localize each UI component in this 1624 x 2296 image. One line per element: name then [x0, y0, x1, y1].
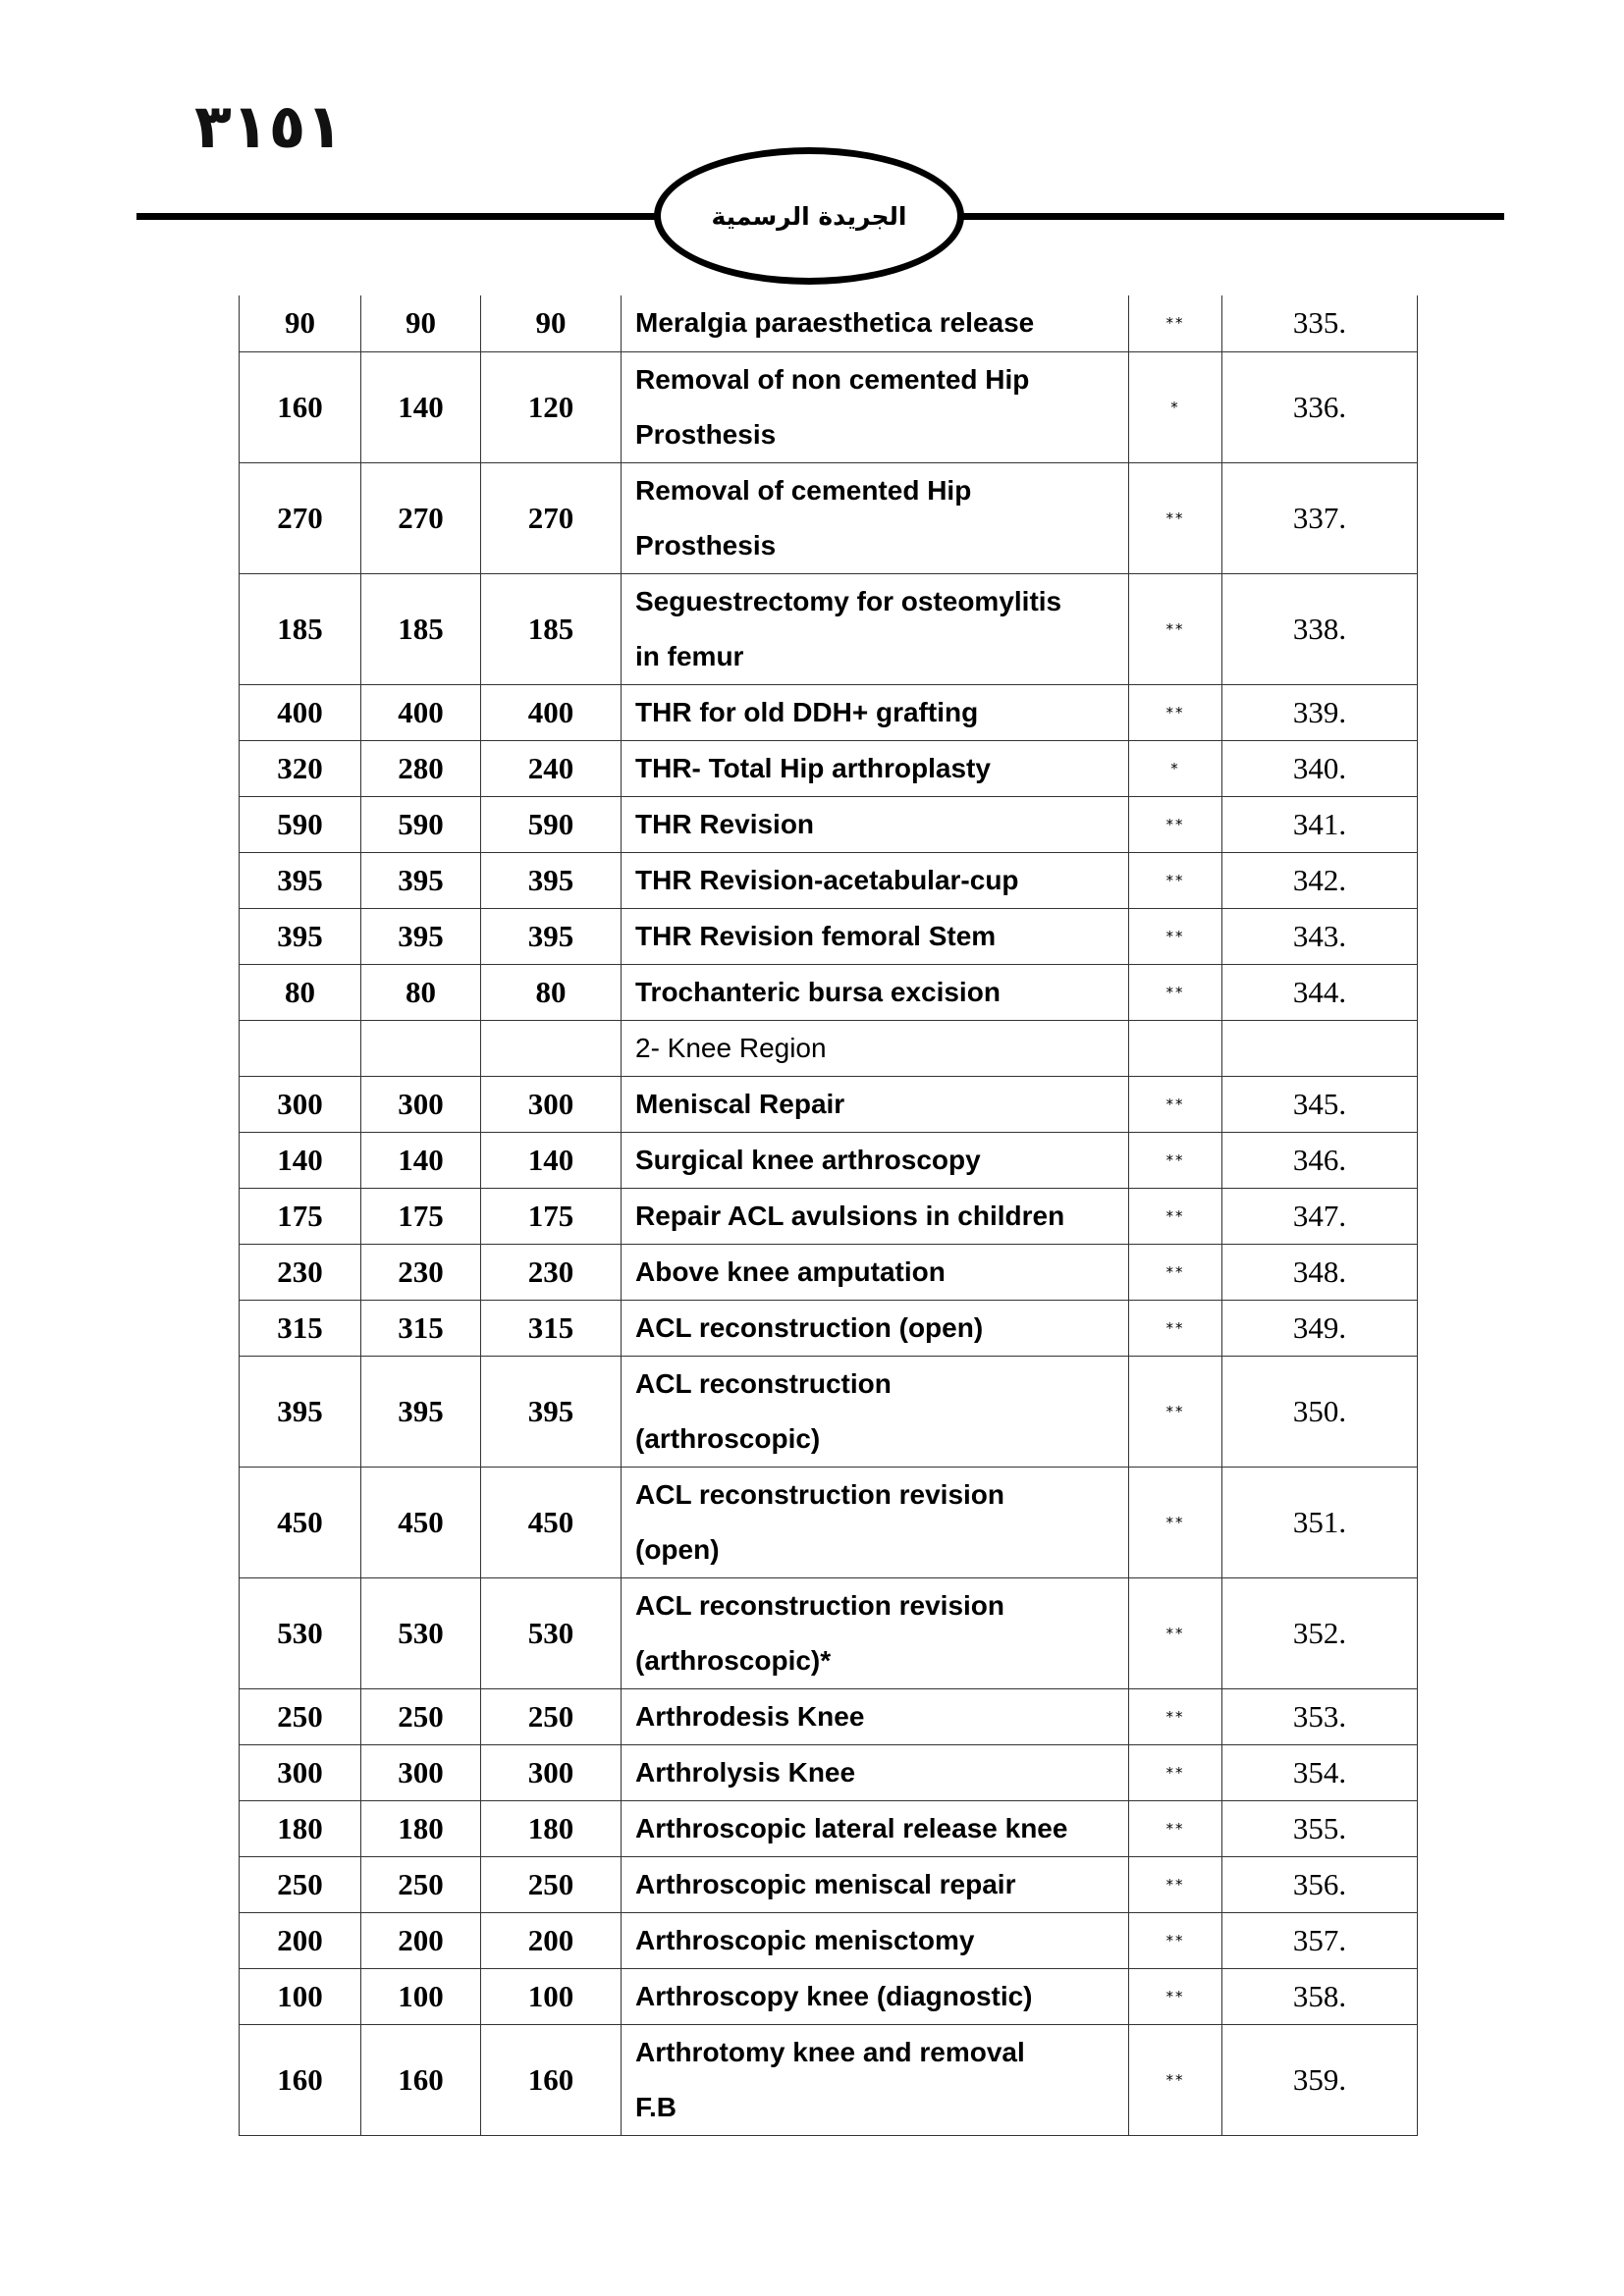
- fee-col-1: 395: [240, 1356, 361, 1467]
- category-stars: **: [1129, 1744, 1222, 1800]
- fee-col-1: 230: [240, 1244, 361, 1300]
- fee-col-1: 140: [240, 1132, 361, 1188]
- item-number: 355.: [1222, 1800, 1418, 1856]
- fee-col-2: [361, 1020, 481, 1076]
- fee-col-3: 120: [481, 351, 622, 462]
- fee-col-1: 300: [240, 1076, 361, 1132]
- table-row: [240, 796, 1418, 852]
- item-number: 348.: [1222, 1244, 1418, 1300]
- description-line: in femur: [635, 640, 744, 671]
- fee-col-1: 160: [240, 351, 361, 462]
- fee-col-1: 315: [240, 1300, 361, 1356]
- category-stars: **: [1129, 1076, 1222, 1132]
- description-line: Seguestrectomy for osteomylitis: [635, 585, 1062, 616]
- procedure-description: [622, 1744, 1129, 1800]
- table-row: [240, 740, 1418, 796]
- description-line: THR- Total Hip arthroplasty: [635, 752, 991, 783]
- description-line: Meralgia paraesthetica release: [635, 307, 1035, 339]
- description-line: Arthroscopic menisctomy: [635, 1924, 975, 1955]
- fee-col-2: 160: [361, 2024, 481, 2135]
- fee-col-1: 250: [240, 1856, 361, 1912]
- table-row: [240, 908, 1418, 964]
- item-number: 349.: [1222, 1300, 1418, 1356]
- procedure-description: [622, 351, 1129, 462]
- fee-col-2: 315: [361, 1300, 481, 1356]
- category-stars: **: [1129, 462, 1222, 573]
- description-line: Arthroscopic meniscal repair: [635, 1868, 1016, 1899]
- table-row: [240, 1076, 1418, 1132]
- fee-col-2: 180: [361, 1800, 481, 1856]
- fee-col-3: 395: [481, 1356, 622, 1467]
- fee-col-3: 395: [481, 908, 622, 964]
- item-number: 357.: [1222, 1912, 1418, 1968]
- item-number: 336.: [1222, 351, 1418, 462]
- fee-col-3: 240: [481, 740, 622, 796]
- fee-col-1: 90: [240, 295, 361, 351]
- table-row: [240, 1300, 1418, 1356]
- fee-col-2: 90: [361, 295, 481, 351]
- category-stars: **: [1129, 964, 1222, 1020]
- category-stars: **: [1129, 1244, 1222, 1300]
- fee-col-3: 250: [481, 1688, 622, 1744]
- section-row: [240, 1020, 1418, 1076]
- item-number: 342.: [1222, 852, 1418, 908]
- table-row: [240, 351, 1418, 462]
- procedure-description: [622, 1300, 1129, 1356]
- item-number: 343.: [1222, 908, 1418, 964]
- description-line: Surgical knee arthroscopy: [635, 1144, 981, 1175]
- fee-col-2: 395: [361, 908, 481, 964]
- fee-col-1: 450: [240, 1467, 361, 1577]
- fee-col-2: 300: [361, 1744, 481, 1800]
- description-line: Above knee amputation: [635, 1255, 946, 1287]
- fee-col-3: 395: [481, 852, 622, 908]
- category-stars: **: [1129, 1856, 1222, 1912]
- fee-col-1: 175: [240, 1188, 361, 1244]
- procedure-description: [622, 1188, 1129, 1244]
- fee-col-2: 395: [361, 1356, 481, 1467]
- fee-col-3: 180: [481, 1800, 622, 1856]
- table-row: [240, 1188, 1418, 1244]
- table-row: [240, 462, 1418, 573]
- description-line: Removal of cemented Hip: [635, 474, 972, 506]
- item-number: [1222, 1020, 1418, 1076]
- fee-col-3: 80: [481, 964, 622, 1020]
- table-row: [240, 1968, 1418, 2024]
- description-line: Removal of non cemented Hip: [635, 363, 1030, 395]
- procedure-description: [622, 462, 1129, 573]
- gazette-title: الجريدة الرسمية: [711, 201, 907, 231]
- fee-col-3: 530: [481, 1577, 622, 1688]
- table-row: [240, 1856, 1418, 1912]
- table-row: [240, 1467, 1418, 1577]
- description-line: Prosthesis: [635, 529, 777, 561]
- table-row: [240, 1577, 1418, 1688]
- procedure-description: [622, 2024, 1129, 2135]
- fee-col-2: 530: [361, 1577, 481, 1688]
- procedure-description: [622, 1467, 1129, 1577]
- fee-col-1: 250: [240, 1688, 361, 1744]
- fee-col-2: 250: [361, 1688, 481, 1744]
- table-row: [240, 295, 1418, 351]
- fee-col-1: 100: [240, 1968, 361, 2024]
- item-number: 344.: [1222, 964, 1418, 1020]
- fee-col-1: [240, 1020, 361, 1076]
- fee-col-3: 450: [481, 1467, 622, 1577]
- fee-col-1: 270: [240, 462, 361, 573]
- category-stars: **: [1129, 1577, 1222, 1688]
- category-stars: **: [1129, 1188, 1222, 1244]
- description-line: ACL reconstruction revision: [635, 1589, 1005, 1621]
- fee-col-1: 530: [240, 1577, 361, 1688]
- description-line: (open): [635, 1533, 720, 1565]
- description-line: ACL reconstruction revision: [635, 1478, 1005, 1510]
- fee-col-2: 230: [361, 1244, 481, 1300]
- table-row: [240, 2024, 1418, 2135]
- procedure-description: [622, 573, 1129, 684]
- fee-col-1: 185: [240, 573, 361, 684]
- description-line: Arthrolysis Knee: [635, 1756, 856, 1788]
- fee-col-3: 100: [481, 1968, 622, 2024]
- fee-col-2: 270: [361, 462, 481, 573]
- description-line: Prosthesis: [635, 418, 777, 450]
- category-stars: **: [1129, 1356, 1222, 1467]
- item-number: 337.: [1222, 462, 1418, 573]
- fee-col-2: 300: [361, 1076, 481, 1132]
- item-number: 345.: [1222, 1076, 1418, 1132]
- table-row: [240, 684, 1418, 740]
- table-row: [240, 852, 1418, 908]
- procedure-description: [622, 964, 1129, 1020]
- fee-col-3: 300: [481, 1744, 622, 1800]
- procedure-description: [622, 1856, 1129, 1912]
- table-row: [240, 1912, 1418, 1968]
- fee-col-1: 300: [240, 1744, 361, 1800]
- table-row: [240, 1244, 1418, 1300]
- fee-col-1: 590: [240, 796, 361, 852]
- fee-col-3: 90: [481, 295, 622, 351]
- fee-col-3: 185: [481, 573, 622, 684]
- fee-col-1: 80: [240, 964, 361, 1020]
- fee-col-1: 395: [240, 852, 361, 908]
- fee-col-1: 160: [240, 2024, 361, 2135]
- category-stars: **: [1129, 573, 1222, 684]
- fee-col-1: 395: [240, 908, 361, 964]
- procedure-description: [622, 1912, 1129, 1968]
- fee-col-3: 300: [481, 1076, 622, 1132]
- procedure-description: [622, 740, 1129, 796]
- category-stars: **: [1129, 796, 1222, 852]
- item-number: 351.: [1222, 1467, 1418, 1577]
- procedure-description: [622, 1356, 1129, 1467]
- description-line: Arthroscopic lateral release knee: [635, 1812, 1068, 1843]
- item-number: 356.: [1222, 1856, 1418, 1912]
- page-number: ٣١٥١: [194, 90, 344, 162]
- fee-col-3: 175: [481, 1188, 622, 1244]
- description-line: Trochanteric bursa excision: [635, 976, 1001, 1007]
- category-stars: [1129, 1020, 1222, 1076]
- table-row: [240, 1800, 1418, 1856]
- category-stars: **: [1129, 1912, 1222, 1968]
- item-number: 352.: [1222, 1577, 1418, 1688]
- description-line: THR Revision femoral Stem: [635, 920, 997, 951]
- category-stars: **: [1129, 2024, 1222, 2135]
- fee-col-3: 270: [481, 462, 622, 573]
- description-line: THR Revision: [635, 808, 815, 839]
- description-line: Arthrotomy knee and removal: [635, 2036, 1025, 2067]
- procedure-description: [622, 908, 1129, 964]
- item-number: 339.: [1222, 684, 1418, 740]
- procedure-description: [622, 1132, 1129, 1188]
- description-line: THR for old DDH+ grafting: [635, 696, 979, 727]
- table-row: [240, 573, 1418, 684]
- procedure-description: [622, 1577, 1129, 1688]
- description-line: (arthroscopic): [635, 1422, 821, 1454]
- category-stars: **: [1129, 908, 1222, 964]
- table-row: [240, 1744, 1418, 1800]
- fee-col-2: 185: [361, 573, 481, 684]
- table-row: [240, 1688, 1418, 1744]
- procedure-description: [622, 796, 1129, 852]
- table-row: [240, 1132, 1418, 1188]
- fee-col-2: 140: [361, 1132, 481, 1188]
- category-stars: **: [1129, 1688, 1222, 1744]
- fee-table: [239, 295, 1418, 2136]
- description-line: Arthroscopy knee (diagnostic): [635, 1980, 1033, 2011]
- fee-col-2: 395: [361, 852, 481, 908]
- procedure-description: [622, 684, 1129, 740]
- fee-col-1: 200: [240, 1912, 361, 1968]
- fee-col-3: 200: [481, 1912, 622, 1968]
- procedure-description: [622, 1800, 1129, 1856]
- item-number: 350.: [1222, 1356, 1418, 1467]
- item-number: 340.: [1222, 740, 1418, 796]
- category-stars: *: [1129, 740, 1222, 796]
- fee-col-2: 450: [361, 1467, 481, 1577]
- procedure-description: [622, 852, 1129, 908]
- category-stars: **: [1129, 295, 1222, 351]
- procedure-description: [622, 1244, 1129, 1300]
- description-line: Arthrodesis Knee: [635, 1700, 865, 1732]
- procedure-description: [622, 1020, 1129, 1076]
- fee-col-2: 100: [361, 1968, 481, 2024]
- fee-col-3: 140: [481, 1132, 622, 1188]
- fee-col-3: [481, 1020, 622, 1076]
- item-number: 346.: [1222, 1132, 1418, 1188]
- fee-col-2: 200: [361, 1912, 481, 1968]
- fee-col-1: 320: [240, 740, 361, 796]
- table-row: [240, 964, 1418, 1020]
- description-line: F.B: [635, 2091, 677, 2122]
- item-number: 341.: [1222, 796, 1418, 852]
- description-line: ACL reconstruction (open): [635, 1311, 984, 1343]
- item-number: 358.: [1222, 1968, 1418, 2024]
- gazette-title-oval: [654, 147, 964, 285]
- fee-col-3: 590: [481, 796, 622, 852]
- category-stars: **: [1129, 1300, 1222, 1356]
- description-line: (arthroscopic)*: [635, 1644, 832, 1676]
- fee-col-2: 140: [361, 351, 481, 462]
- fee-col-3: 230: [481, 1244, 622, 1300]
- item-number: 338.: [1222, 573, 1418, 684]
- category-stars: **: [1129, 1132, 1222, 1188]
- fee-col-2: 175: [361, 1188, 481, 1244]
- description-line: 2- Knee Region: [635, 1032, 827, 1063]
- fee-col-1: 180: [240, 1800, 361, 1856]
- fee-col-2: 400: [361, 684, 481, 740]
- fee-col-3: 315: [481, 1300, 622, 1356]
- fee-col-3: 400: [481, 684, 622, 740]
- fee-col-2: 280: [361, 740, 481, 796]
- fee-col-3: 160: [481, 2024, 622, 2135]
- item-number: 354.: [1222, 1744, 1418, 1800]
- category-stars: **: [1129, 852, 1222, 908]
- procedure-description: [622, 1968, 1129, 2024]
- table-row: [240, 1356, 1418, 1467]
- item-number: 335.: [1222, 295, 1418, 351]
- item-number: 353.: [1222, 1688, 1418, 1744]
- fee-col-2: 80: [361, 964, 481, 1020]
- description-line: THR Revision-acetabular-cup: [635, 864, 1019, 895]
- fee-col-3: 250: [481, 1856, 622, 1912]
- category-stars: *: [1129, 351, 1222, 462]
- item-number: 359.: [1222, 2024, 1418, 2135]
- description-line: Meniscal Repair: [635, 1088, 845, 1119]
- item-number: 347.: [1222, 1188, 1418, 1244]
- category-stars: **: [1129, 1968, 1222, 2024]
- procedure-description: [622, 295, 1129, 351]
- description-line: Repair ACL avulsions in children: [635, 1200, 1065, 1231]
- category-stars: **: [1129, 1467, 1222, 1577]
- procedure-description: [622, 1076, 1129, 1132]
- fee-col-1: 400: [240, 684, 361, 740]
- description-line: ACL reconstruction: [635, 1367, 892, 1399]
- category-stars: **: [1129, 684, 1222, 740]
- category-stars: **: [1129, 1800, 1222, 1856]
- fee-col-2: 250: [361, 1856, 481, 1912]
- procedure-description: [622, 1688, 1129, 1744]
- fee-col-2: 590: [361, 796, 481, 852]
